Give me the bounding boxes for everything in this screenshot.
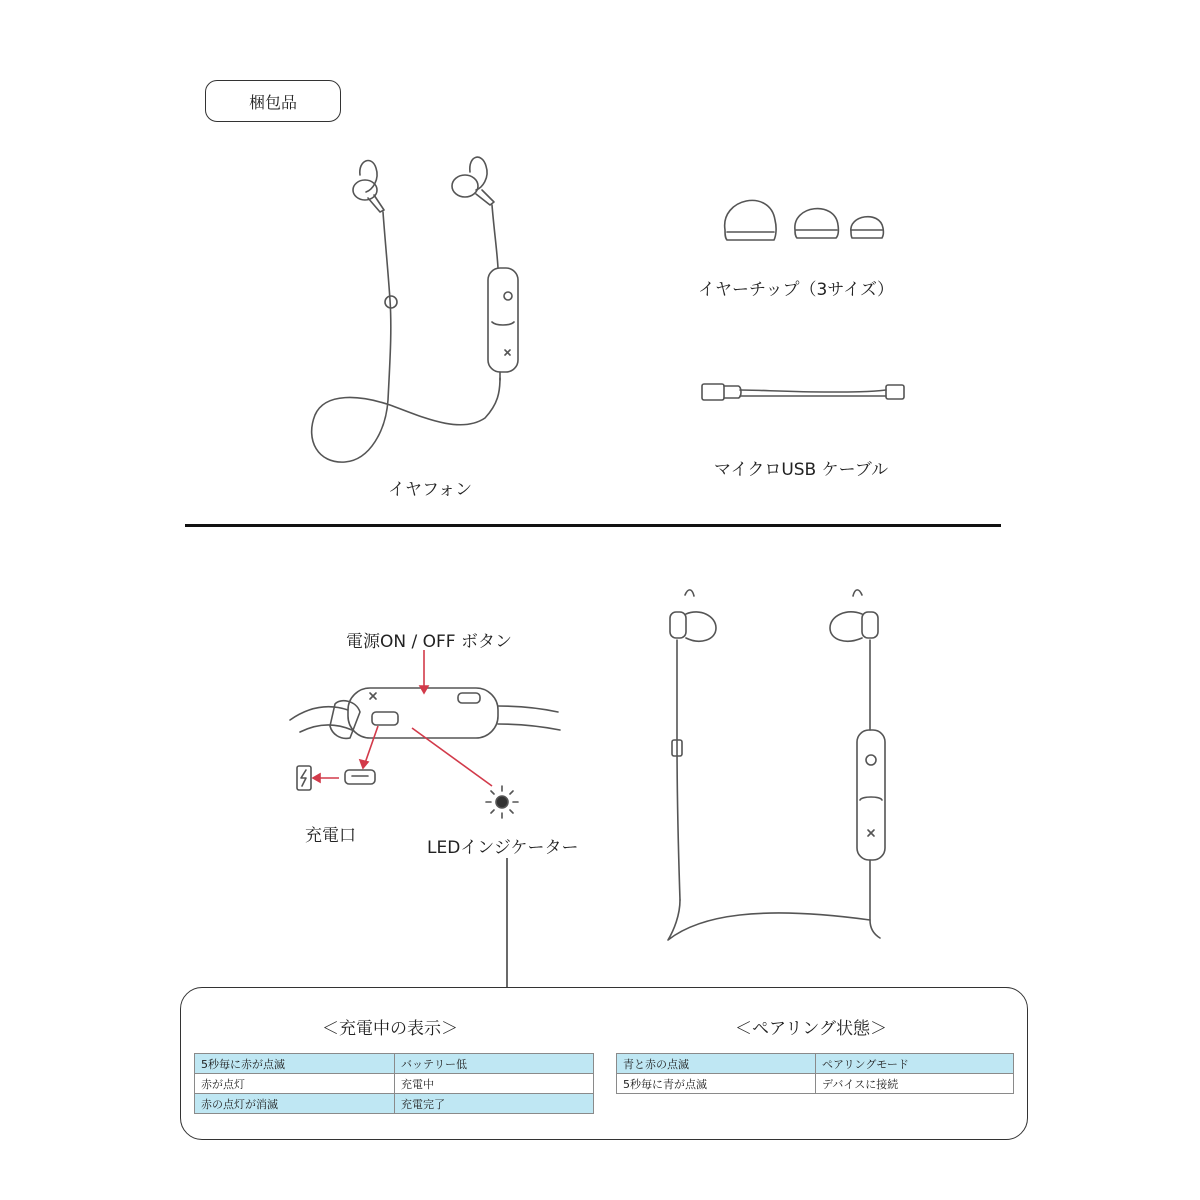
control-unit-drawing — [290, 688, 560, 818]
led-indicator-label: LEDインジケーター — [427, 838, 579, 858]
charging-table — [194, 1053, 594, 1114]
usb-cable-label: マイクロUSB ケーブル — [714, 460, 889, 480]
table-row — [617, 1074, 1014, 1094]
table-row — [195, 1074, 594, 1094]
table-row — [195, 1094, 594, 1114]
state-cell: 青と赤の点滅 — [617, 1054, 816, 1074]
meaning-cell: 充電中 — [395, 1074, 594, 1094]
earphones-label: イヤフォン — [388, 480, 473, 500]
usb-cable-drawing — [702, 384, 904, 400]
meaning-cell: デバイスに接続 — [816, 1074, 1014, 1094]
power-button-label: 電源ON / OFF ボタン — [346, 632, 512, 652]
charging-title: ＜充電中の表示＞ — [322, 1019, 458, 1039]
pairing-table — [616, 1053, 1014, 1094]
charge-port-label: 充電口 — [305, 826, 356, 846]
front-earphones-drawing — [668, 590, 885, 940]
meaning-cell: 充電完了 — [395, 1094, 594, 1114]
section-divider — [185, 524, 1001, 527]
meaning-cell: ペアリングモード — [816, 1054, 1014, 1074]
meaning-cell: バッテリー低 — [395, 1054, 594, 1074]
state-cell: 赤の点灯が消滅 — [195, 1094, 395, 1114]
state-cell: 5秒毎に赤が点滅 — [195, 1054, 395, 1074]
eartips-label: イヤーチップ（3サイズ） — [698, 280, 894, 300]
pairing-title: ＜ペアリング状態＞ — [735, 1019, 887, 1039]
earphones-drawing — [312, 157, 518, 462]
package-contents-badge: 梱包品 — [205, 80, 341, 122]
eartips-drawing — [725, 200, 884, 240]
table-row — [195, 1054, 594, 1074]
state-cell: 5秒毎に青が点滅 — [617, 1074, 816, 1094]
table-row — [617, 1054, 1014, 1074]
state-cell: 赤が点灯 — [195, 1074, 395, 1094]
